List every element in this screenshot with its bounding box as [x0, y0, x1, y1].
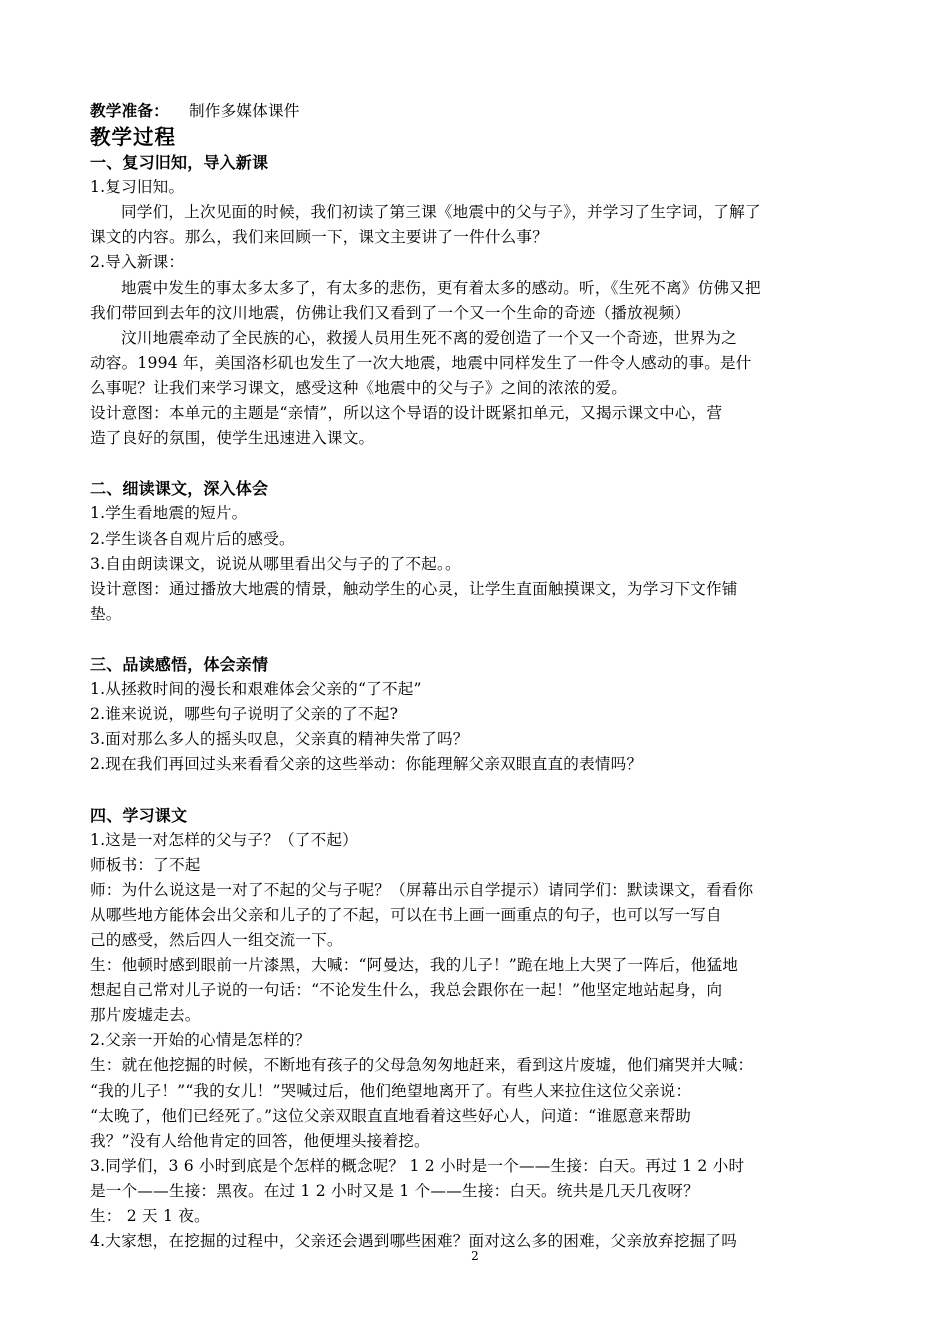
paragraph-line: 设计意图：本单元的主题是“亲情”，所以这个导语的设计既紧扣单元，又揭示课文中心，营	[90, 404, 723, 423]
paragraph-line: 生： 2 天 1 夜。	[90, 1207, 210, 1226]
paragraph-line: 动容。1994 年，美国洛杉矶也发生了一次大地震，地震中同样发生了一件令人感动的事。是什	[90, 353, 752, 372]
section-4-heading: 四、学习课文	[90, 805, 188, 825]
paragraph-line: 是一个——生接：黑夜。在过 1 2 小时又是 1 个——生接：白天。统共是几天几夜呀？	[90, 1181, 699, 1200]
paragraph-line: 2.导入新课：	[90, 253, 185, 272]
teaching-prep-label: 教学准备：	[90, 101, 169, 120]
paragraph-line: 4.大家想，在挖掘的过程中，父亲还会遇到哪些困难？面对这么多的困难，父亲放弃挖掘了吗	[90, 1232, 738, 1251]
paragraph-line: 1.从拯救时间的漫长和艰难体会父亲的“了不起”	[90, 680, 422, 699]
paragraph-line: 2.学生谈各自观片后的感受。	[90, 529, 295, 548]
paragraph-line: 我们带回到去年的汶川地震，仿佛让我们又看到了一个又一个生命的奇迹（播放视频）	[90, 303, 691, 322]
paragraph-line: 么事呢？让我们来学习课文，感受这种《地震中的父与子》之间的浓浓的爱。	[90, 378, 627, 397]
paragraph-line: 2.父亲一开始的心情是怎样的？	[90, 1031, 311, 1050]
paragraph-line: 1.复习旧知。	[90, 178, 185, 197]
paragraph-line: 课文的内容。那么，我们来回顾一下，课文主要讲了一件什么事？	[90, 228, 549, 247]
paragraph-line: 想起自己常对儿子说的一句话：“不论发生什么，我总会跟你在一起！”他坚定地站起身，向	[90, 981, 723, 1000]
paragraph-line: 那片废墟走去。	[90, 1006, 201, 1025]
paragraph-line: 造了良好的氛围，使学生迅速进入课文。	[90, 429, 375, 448]
process-title: 教学过程	[90, 125, 176, 150]
paragraph-line: 我？”没有人给他肯定的回答，他便埋头接着挖。	[90, 1131, 430, 1150]
paragraph-line: 师板书：了不起	[90, 855, 201, 874]
paragraph-line: 生：他顿时感到眼前一片漆黑，大喊：“阿曼达，我的儿子！”跪在地上大哭了一阵后，他猛地	[90, 956, 739, 975]
section-2-heading: 二、细读课文，深入体会	[90, 479, 269, 499]
section-1-heading: 一、复习旧知，导入新课	[90, 153, 269, 173]
page-number: 2	[471, 1249, 479, 1263]
paragraph-line: 设计意图：通过播放大地震的情景，触动学生的心灵，让学生直面触摸课文，为学习下文作铺	[90, 579, 738, 598]
paragraph-line: 3.面对那么多人的摇头叹息，父亲真的精神失常了吗？	[90, 730, 469, 749]
paragraph-line: 3.同学们，3 6 小时到底是个怎样的概念呢？ 1 2 小时是一个——生接：白天。再过 1 2 小时	[90, 1156, 745, 1175]
paragraph-line: 1.这是一对怎样的父与子？（了不起）	[90, 830, 358, 849]
paragraph-line: 己的感受，然后四人一组交流一下。	[90, 931, 343, 949]
paragraph-line: 同学们，上次见面的时候，我们初读了第三课《地震中的父与子》，并学习了生字词，了解了	[121, 203, 761, 222]
paragraph-line: 汶川地震牵动了全民族的心，救援人员用生死不离的爱创造了一个又一个奇迹，世界为之	[121, 328, 737, 347]
teaching-prep	[90, 98, 860, 124]
blank-line	[90, 627, 860, 652]
blank-line	[90, 451, 860, 476]
section-3-heading: 三、品读感悟，体会亲情	[90, 654, 269, 674]
blank-line	[90, 777, 860, 802]
paragraph-line: 从哪些地方能体会出父亲和儿子的了不起，可以在书上画一画重点的句子，也可以写一写自	[90, 905, 722, 924]
teaching-prep-value: 制作多媒体课件	[188, 102, 300, 120]
paragraph-line: 3.自由朗读课文，说说从哪里看出父与子的了不起。。	[90, 554, 461, 573]
paragraph-line: 2.谁来说说，哪些句子说明了父亲的了不起?	[90, 705, 399, 724]
paragraph-line: “我的儿子！”“我的女儿！”哭喊过后，他们绝望地离开了。有些人来拉住这位父亲说：	[90, 1081, 692, 1100]
paragraph-line: “太晚了，他们已经死了。”这位父亲双眼直直地看着这些好心人，问道：“谁愿意来帮助	[90, 1106, 692, 1125]
paragraph-line: 垫。	[90, 604, 122, 623]
paragraph-line: 1.学生看地震的短片。	[90, 504, 248, 523]
paragraph-line: 师：为什么说这是一对了不起的父与子呢？（屏幕出示自学提示）请同学们：默读课文，看看你	[90, 880, 754, 899]
paragraph-line: 生：就在他挖掘的时候，不断地有孩子的父母急匆匆地赶来，看到这片废墟，他们痛哭并大喊：	[90, 1056, 754, 1075]
paragraph-line: 2.现在我们再回过头来看看父亲的这些举动：你能理解父亲双眼直直的表情吗？	[90, 755, 643, 774]
paragraph-line: 地震中发生的事太多太多了，有太多的悲伤，更有着太多的感动。听，《生死不离》仿佛又把	[121, 278, 761, 297]
document-body	[90, 98, 860, 1254]
